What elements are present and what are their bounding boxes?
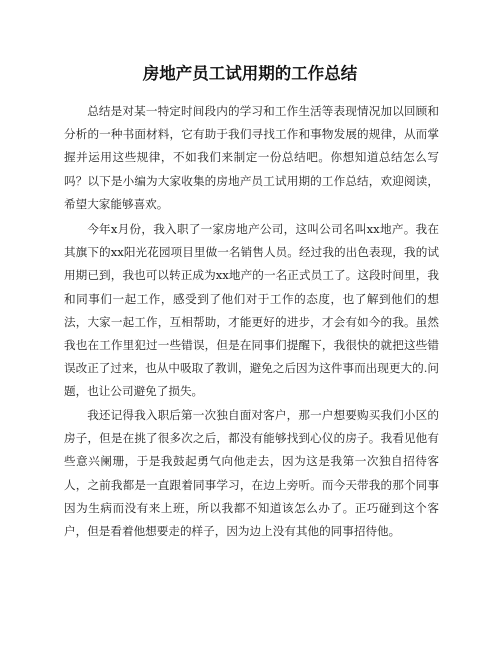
paragraph-first-customer: 我还记得我入职后第一次独自面对客户，那一户想要购买我们小区的房子，但是在挑了很多次之后，都没有能够找到心仪的房子。我看见他有些意兴阑珊，于是我鼓起勇气向他走去，因为这是我第一次独自招待客人，之前我都是一直跟着同事学习，在边上旁听。而今天带我的那个同事因为生病而没有来上班，所以我都不知道该怎么办了。正巧碰到这个客户，但是看着他想要走的样子，因为边上没有其他的同事招待他。: [64, 408, 439, 539]
paragraph-probation: 今年x月份，我入职了一家房地产公司，这叫公司名叫xx地产。我在其旗下的xx阳光花园项目里做一名销售人员。经过我的出色表现，我的试用期已到，我也可以转正成为xx地产的一名正式员工了。这段时间里，我和同事们一起工作，感受到了他们对于工作的态度，也了解到他们的想法，大家一起工作，互相帮助，才能更好的进步，才会有如今的我。虽然我也在工作里犯过一些错误，但是在同事们提醒下，我很快的就把这些错误改正了过来，也从中吸取了教训，避免之后因为这件事而出现更大的.问题，也让公司避免了损失。: [64, 222, 439, 399]
paragraph-intro: 总结是对某一特定时间段内的学习和工作生活等表现情况加以回顾和分析的一种书面材料，它有助于我们寻找工作和事物发展的规律，从而掌握并运用这些规律，不如我们来制定一份总结吧。你想知道总结怎么写吗？以下是小编为大家收集的房地产员工试用期的工作总结，欢迎阅读，希望大家能够喜欢。: [64, 104, 439, 211]
document-title: 房地产员工试用期的工作总结: [142, 64, 358, 83]
